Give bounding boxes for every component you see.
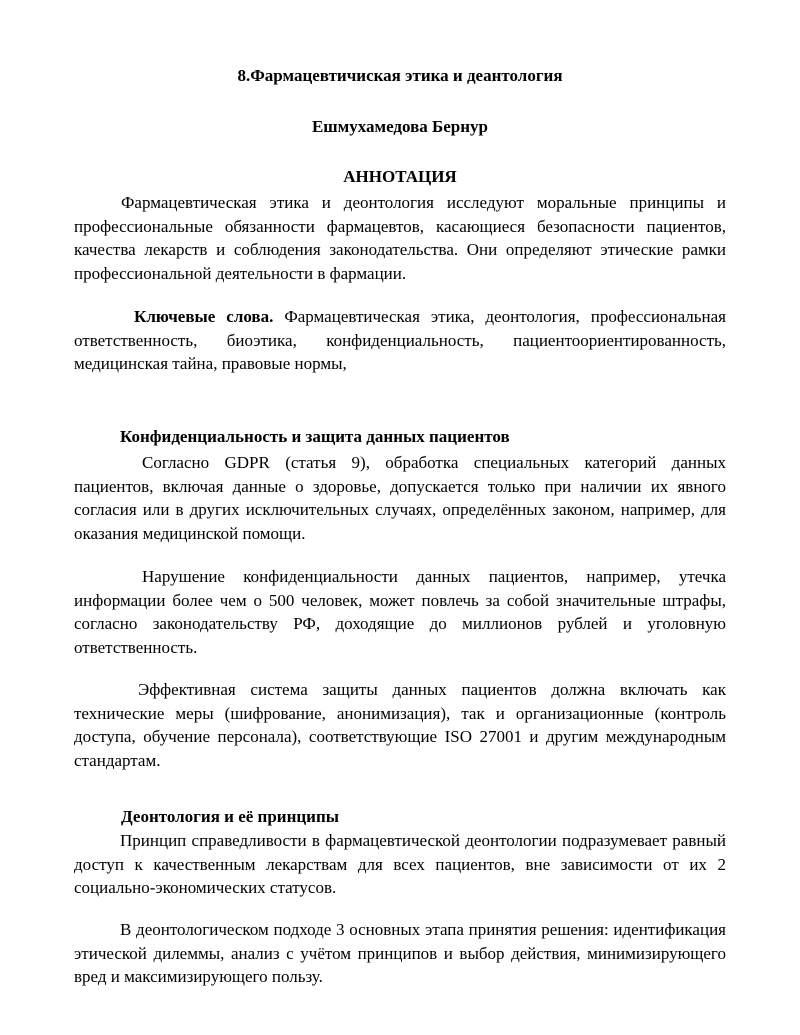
keywords-label: Ключевые слова. xyxy=(134,307,274,326)
annotation-text: Фармацевтическая этика и деонтология исследуют моральные принципы и профессиональные обязанности фармацевтов, касающиеся безопасности пациентов, качества лекарств и соблюдения законодательства. Они определяют этические рамки профессиональной деятельности в фармации. xyxy=(74,193,726,283)
author-name: Ешмухамедова Бернур xyxy=(311,117,489,136)
section2-paragraph-2: В деонтологическом подходе 3 основных этапа принятия решения: идентификация этической дилеммы, анализ с учётом принципов и выбор действия, минимизирующего вред и максимизирующего пользу. xyxy=(74,920,726,986)
section1-paragraph-2: Нарушение конфиденциальности данных пациентов, например, утечка информации более чем о 500 человек, может повлечь за собой значительные штрафы, согласно законодательству РФ, доходящие до миллионов рублей и уголовную ответственность. xyxy=(74,567,726,657)
section-heading-deontology: Деонтология и её принципы xyxy=(121,807,340,826)
keywords-text: Фармацевтическая этика, деонтология, профессиональная ответственность, биоэтика, конфиденциальность, пациентоориентированность, медицинская тайна, правовые нормы, xyxy=(74,307,727,373)
section1-paragraph-3: Эффективная система защиты данных пациентов должна включать как технические меры (шифрование, анонимизация), так и организационные (контроль доступа, обучение персонала), соответствующие ISO 27001 и другим международным стандартам. xyxy=(74,680,726,770)
document-title: 8.Фармацевтичиская этика и деантология xyxy=(237,66,563,85)
section1-paragraph-1: Согласно GDPR (статья 9), обработка специальных категорий данных пациентов, включая данные о здоровье, допускается только при наличии их явного согласия или в других исключительных случаях, определённых законом, например, для оказания медицинской помощи. xyxy=(74,453,726,543)
section-heading-confidentiality: Конфиденциальность и защита данных пациентов xyxy=(120,427,510,446)
keywords-paragraph xyxy=(74,305,726,376)
annotation-heading: АННОТАЦИЯ xyxy=(343,167,457,186)
section2-paragraph-1: Принцип справедливости в фармацевтической деонтологии подразумевает равный доступ к качественным лекарствам для всех пациентов, вне зависимости от их 2 социально-экономических статусов. xyxy=(74,831,726,897)
